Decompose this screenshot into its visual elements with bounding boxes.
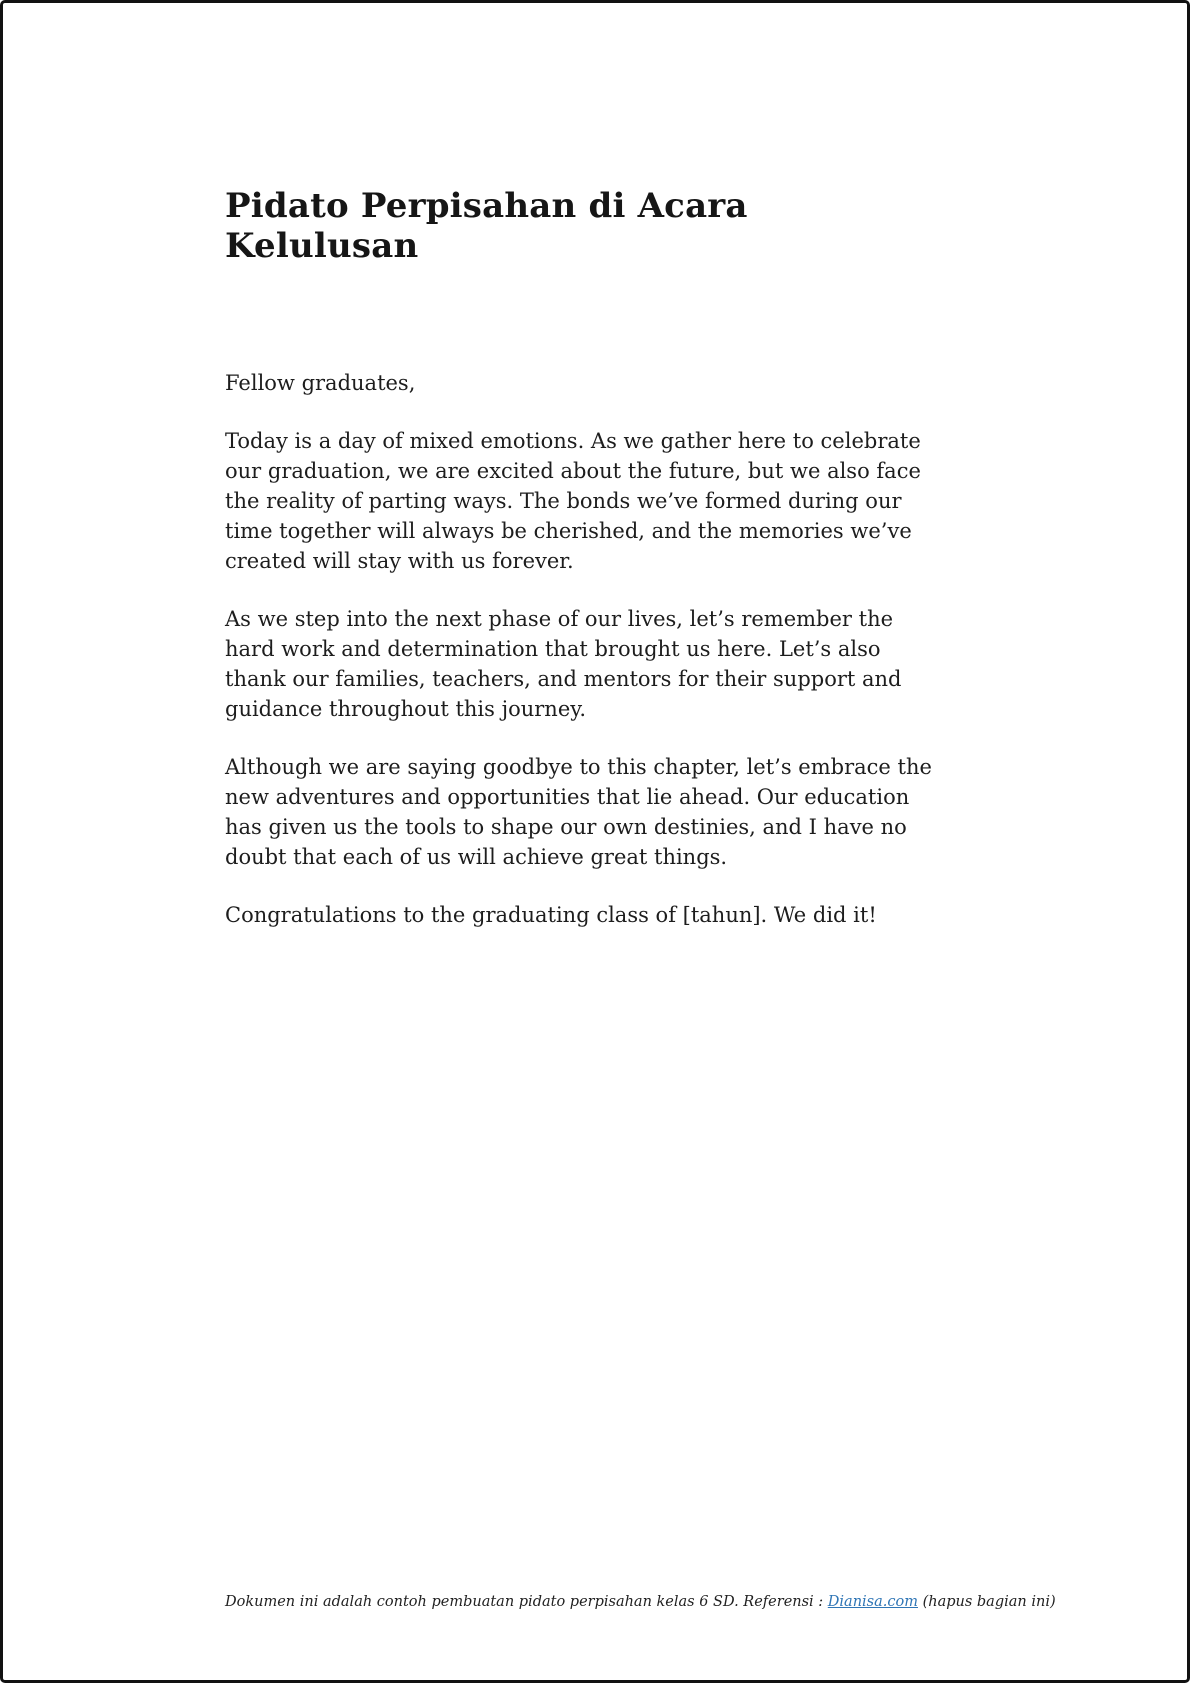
paragraph: Although we are saying goodbye to this chapter, let’s embrace the new adventures and opportunities that lie ahead. Our education has given us the tools to shape our own destinies, and I have no doubt that each of us will achieve great things. xyxy=(225,755,932,869)
document-title: Pidato Perpisahan di Acara Kelulusan xyxy=(225,186,748,266)
paragraph: As we step into the next phase of our lives, let’s remember the hard work and determination that brought us here. Let’s also thank our families, teachers, and mentors for their support and guidance throughout this journey. xyxy=(225,607,902,721)
paragraph: Today is a day of mixed emotions. As we gather here to celebrate our graduation, we are excited about the future, but we also face the reality of parting ways. The bonds we’ve formed during our time together will always be cherished, and the memories we’ve created will stay with us forever. xyxy=(225,429,921,573)
document-content xyxy=(225,186,937,958)
document-body xyxy=(225,368,937,930)
footer-text-before: Dokumen ini adalah contoh pembuatan pidato perpisahan kelas 6 SD. Referensi : xyxy=(225,1594,828,1610)
paragraph-salutation: Fellow graduates, xyxy=(225,371,416,395)
footer-text-after: (hapus bagian ini) xyxy=(917,1594,1056,1610)
footer-note xyxy=(225,1592,1056,1612)
paragraph-closing: Congratulations to the graduating class of [tahun]. We did it! xyxy=(225,903,877,927)
dianisa-link[interactable]: Dianisa.com xyxy=(827,1594,918,1610)
